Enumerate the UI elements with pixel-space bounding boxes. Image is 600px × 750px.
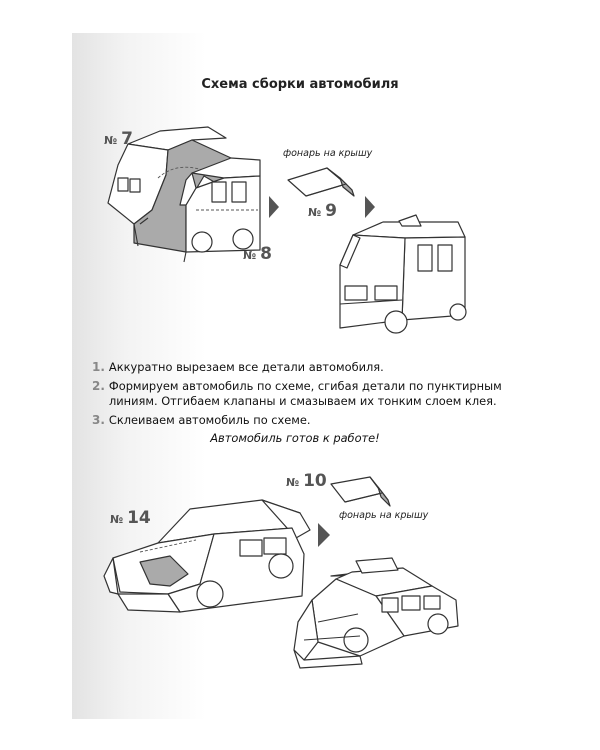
roof-light-note-top: фонарь на крышу — [283, 148, 373, 159]
step-item — [92, 360, 502, 376]
label-number: 10 — [303, 471, 327, 491]
part-label-7 — [104, 129, 133, 149]
roof-light-note-bottom: фонарь на крышу — [339, 510, 429, 521]
label-prefix: № — [104, 134, 118, 147]
roof-light-part-10-drawing — [331, 477, 390, 506]
label-prefix: № — [243, 249, 257, 262]
part-label-14 — [110, 508, 151, 528]
step-text: Аккуратно вырезаем все детали автомобиля. — [108, 360, 384, 374]
step-item — [92, 413, 502, 429]
label-prefix: № — [110, 513, 124, 526]
step-number: 2. — [92, 378, 105, 393]
part-label-8 — [243, 244, 272, 264]
roof-light-part-9-drawing — [288, 168, 354, 196]
step-number: 3. — [92, 412, 105, 427]
assembly-steps — [92, 360, 502, 431]
arrow-right — [365, 196, 375, 218]
label-number: 7 — [121, 129, 133, 149]
arrow-right — [318, 523, 330, 547]
arrow-right — [269, 196, 279, 218]
label-prefix: № — [286, 476, 300, 489]
label-number: 9 — [325, 201, 337, 221]
step-text: Формируем автомобиль по схеме, сгибая детали по пунктирным линиям. Отгибаем клапаны и смазываем их тонким слоем клея. — [108, 378, 502, 408]
part-label-9 — [308, 201, 337, 221]
label-number: 8 — [260, 244, 272, 264]
step-number: 1. — [92, 360, 105, 374]
label-prefix: № — [308, 206, 322, 219]
assembled-van-drawing — [340, 215, 466, 333]
step-item — [92, 379, 502, 410]
label-number: 14 — [127, 508, 151, 528]
assembled-sedan-drawing — [294, 558, 458, 668]
step-text: Склеиваем автомобиль по схеме. — [108, 412, 311, 427]
ready-message: Автомобиль готов к работе! — [210, 431, 380, 445]
page-title: Схема сборки автомобиля — [201, 77, 399, 92]
part-label-10 — [286, 471, 327, 491]
